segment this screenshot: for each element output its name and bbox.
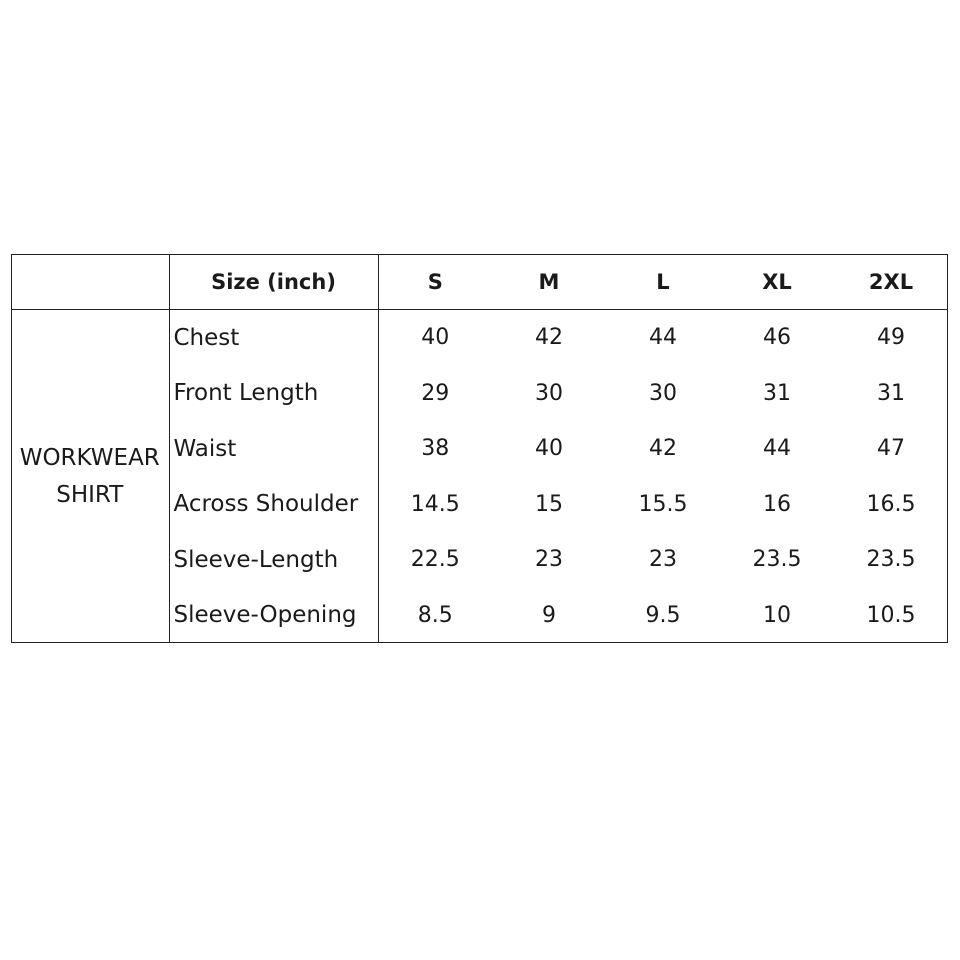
size-header-m: M — [492, 254, 606, 310]
measurement-value: 23.5 — [866, 547, 916, 573]
size-chart-table — [11, 254, 948, 643]
measurement-value: 49 — [877, 325, 905, 351]
measurement-value: 40 — [535, 436, 563, 462]
measurement-label: Chest — [169, 310, 378, 366]
measurement-value: 40 — [421, 325, 450, 351]
measurement-value: 14.5 — [410, 491, 460, 517]
measurement-value: 10 — [763, 602, 791, 628]
product-name-line1: WORKWEAR — [19, 444, 160, 471]
measurement-value: 31 — [877, 380, 905, 406]
measurement-value: 15 — [535, 491, 563, 517]
header-blank-cell — [11, 254, 169, 310]
measurement-value: 30 — [535, 380, 563, 406]
measurement-value: 30 — [649, 380, 677, 406]
size-unit-header: Size (inch) — [169, 254, 378, 310]
measurement-value: 38 — [421, 436, 450, 462]
measurement-value: 31 — [763, 380, 791, 406]
measurement-value: 16.5 — [866, 491, 916, 517]
measurement-label: Sleeve-Opening — [169, 588, 378, 644]
measurement-value: 47 — [877, 436, 905, 462]
measurement-value: 10.5 — [866, 602, 916, 628]
measurement-value: 16 — [763, 491, 791, 517]
size-header-s: S — [378, 254, 492, 310]
measurement-value: 23 — [535, 547, 563, 573]
measurement-value: 42 — [649, 436, 677, 462]
measurement-value: 22.5 — [410, 547, 460, 573]
product-name-cell — [11, 310, 169, 644]
table-header-row — [11, 254, 948, 310]
measurement-value: 15.5 — [638, 491, 688, 517]
product-name-line2: SHIRT — [56, 481, 124, 508]
measurement-value: 23.5 — [752, 547, 802, 573]
measurement-value: 8.5 — [417, 602, 453, 628]
size-header-2xl: 2XL — [834, 254, 948, 310]
measurement-value: 29 — [421, 380, 450, 406]
measurement-label: Sleeve-Length — [169, 532, 378, 588]
measurement-label: Across Shoulder — [169, 477, 378, 533]
measurement-value: 9.5 — [645, 602, 681, 628]
measurement-value: 9 — [542, 602, 556, 628]
table-row — [11, 310, 948, 366]
measurement-value: 44 — [763, 436, 791, 462]
size-header-l: L — [606, 254, 720, 310]
measurement-value: 23 — [649, 547, 677, 573]
measurement-label: Front Length — [169, 366, 378, 422]
measurement-label: Waist — [169, 421, 378, 477]
size-header-xl: XL — [720, 254, 834, 310]
measurement-value: 44 — [649, 325, 677, 351]
measurement-value: 42 — [535, 325, 563, 351]
measurement-value: 46 — [763, 325, 791, 351]
